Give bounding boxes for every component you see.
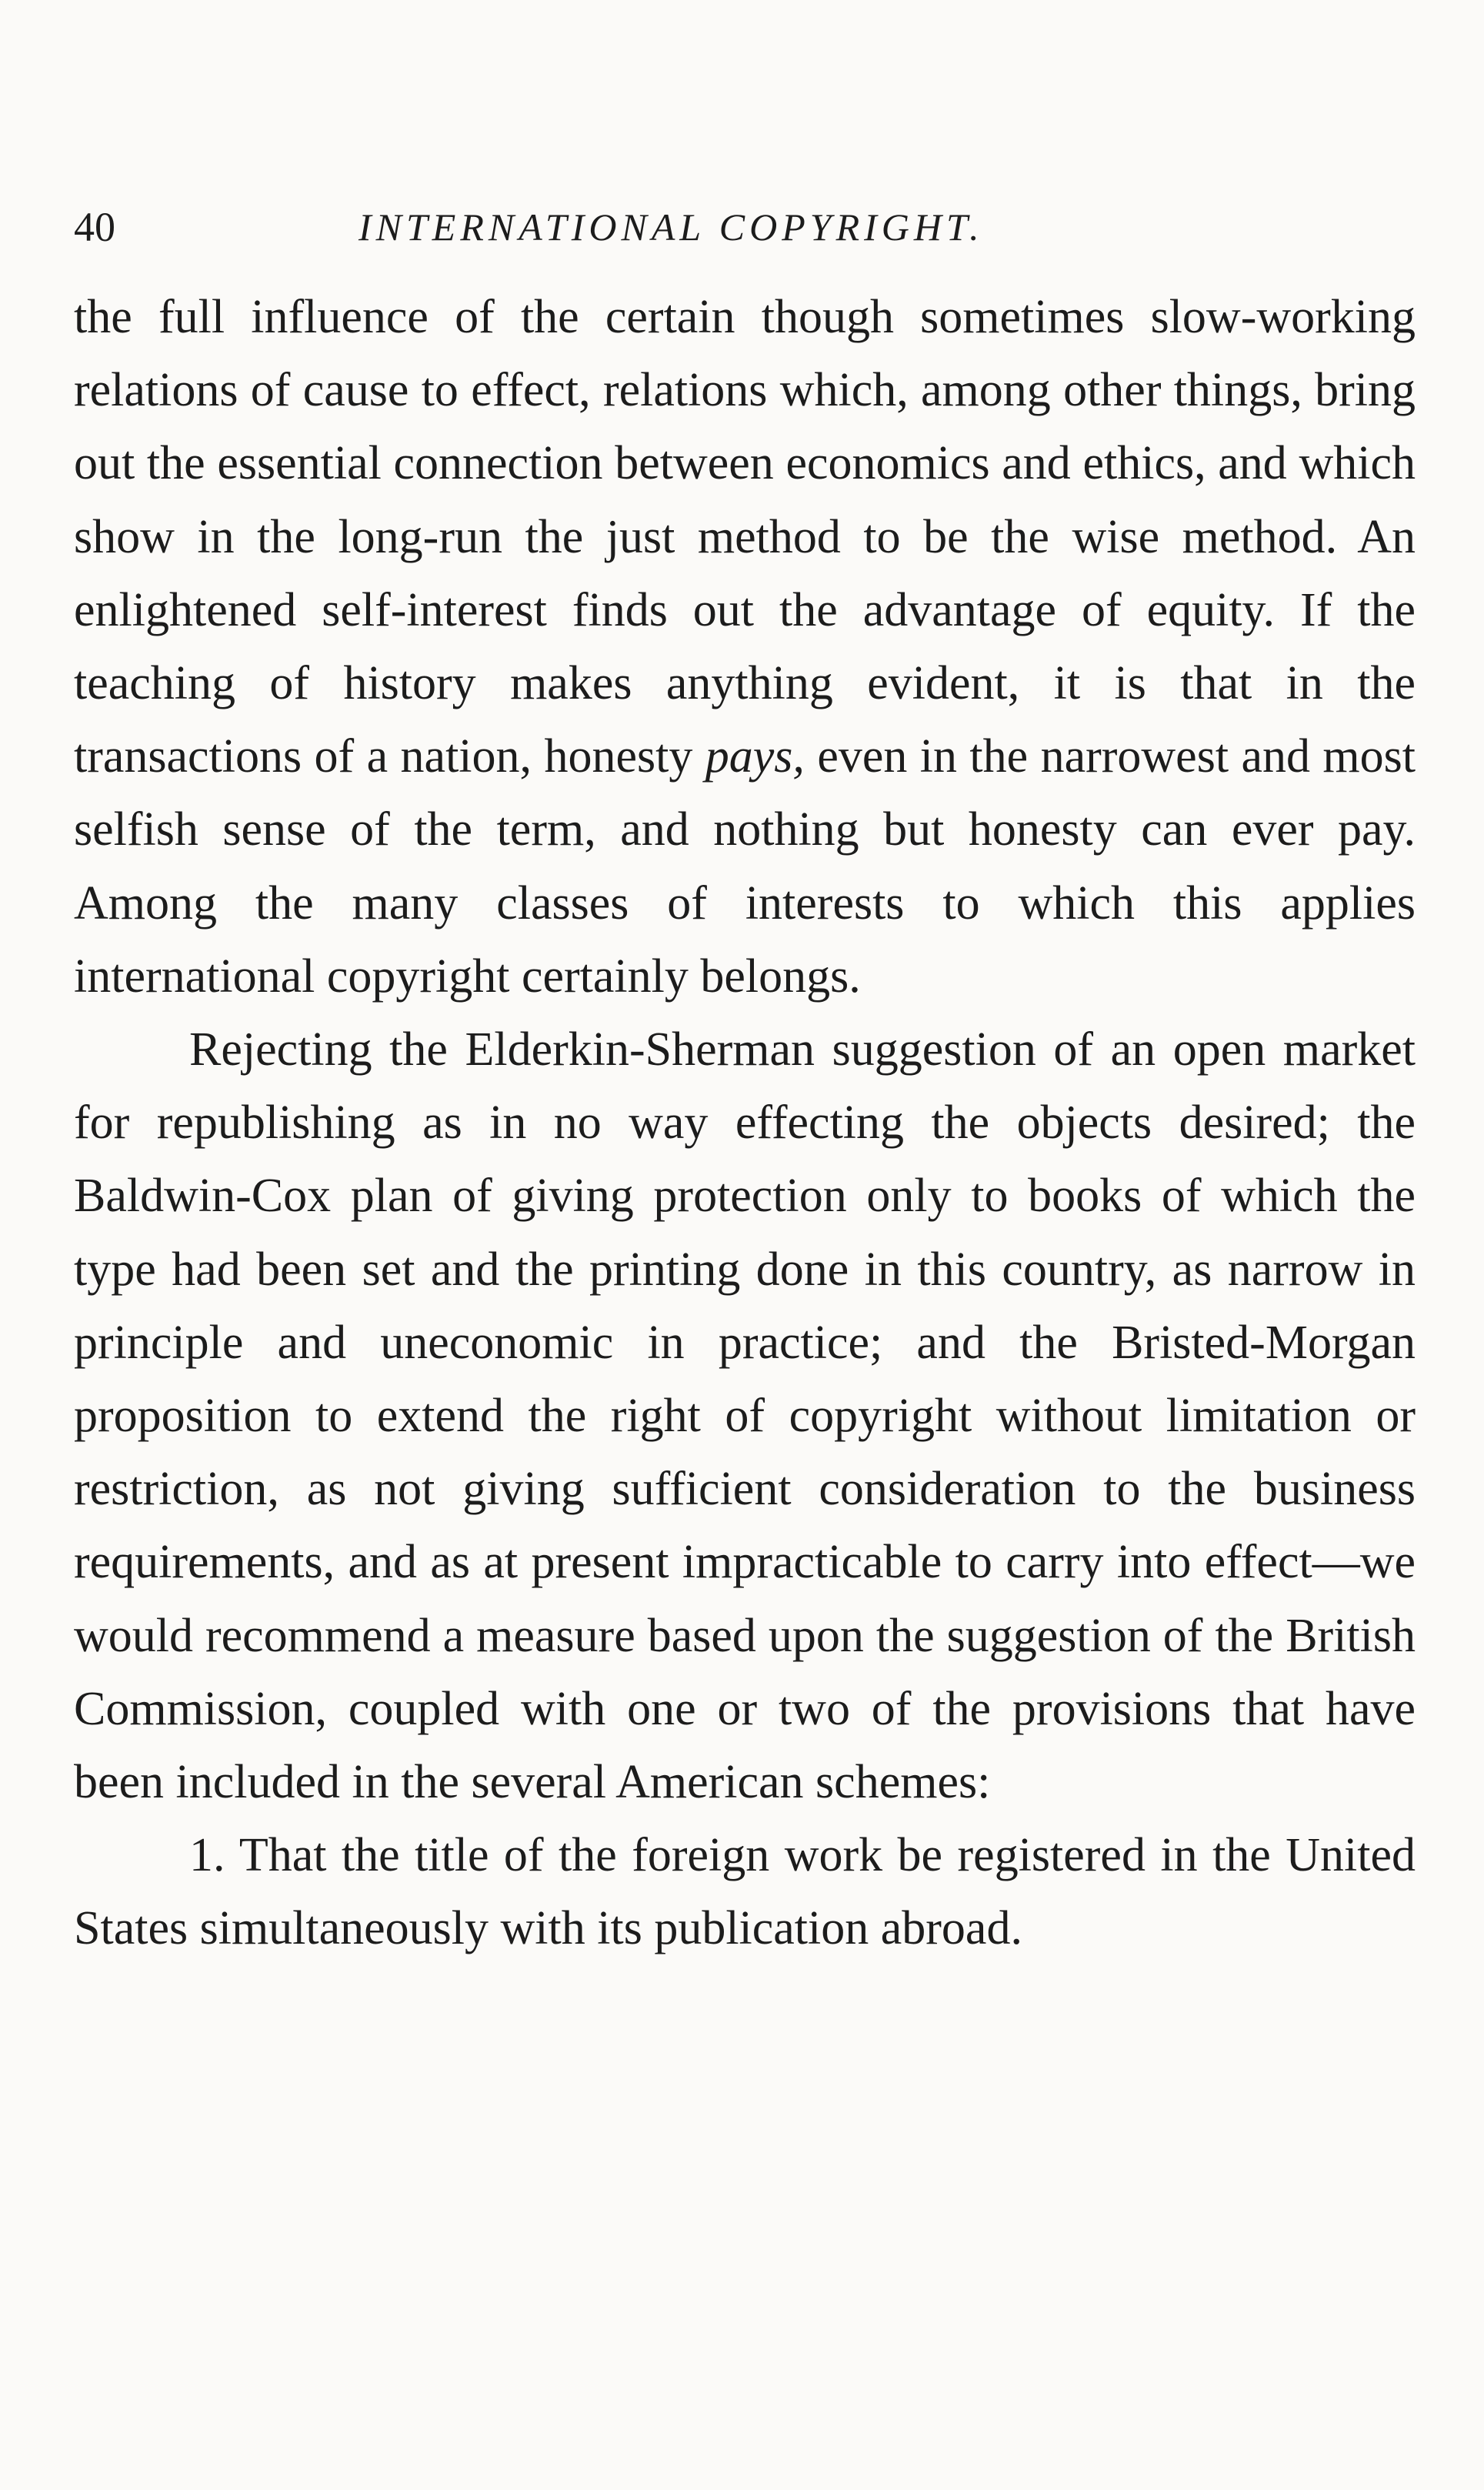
running-head (74, 196, 1416, 258)
body-text (74, 281, 1416, 1966)
numbered-provision: 1. That the title of the foreign work be registered in the United States simultaneously with its publication abroad. (74, 1829, 1416, 1955)
paragraph-text: even in the narrowest and most selfish sense of the term, and nothing but honesty can ever pay. Among the many classes of interests to which this applies international copyright certainly belongs. (74, 730, 1416, 1003)
page-number: 40 (74, 204, 115, 250)
paragraph: Rejecting the Elderkin-Sherman suggestion of an open market for republishing as in no way effecting the objects desired; the Baldwin-Cox plan of giving protection only to books of which the type had been set and the printing done in this country, as narrow in principle and uneconomic in practice; and the Bristed-Morgan proposition to extend the right of copyright without limitation or restriction, as not giving sufficient consideration to the business requirements, and as at present impracticable to carry into effect—we would recommend a measure based upon the suggestion of the British Commission, coupled with one or two of the provisions that have been included in the several American schemes: (74, 1023, 1416, 1809)
paragraph-text: the full influence of the certain though sometimes slow-working relations of cause to effect, relations which, among other things, bring out the essential connection between economics and ethics, and which show in the long-run the just method to be the wise method. An enlightened self-interest finds out the advantage of equity. If the teaching of history makes anything evident, it is that in the transactions of a nation, honesty (74, 291, 1416, 783)
paragraph-continued (74, 281, 1416, 1013)
emphasized-word: pays, (705, 730, 805, 783)
book-page (74, 196, 1416, 1966)
running-title: INTERNATIONAL COPYRIGHT. (358, 205, 984, 249)
